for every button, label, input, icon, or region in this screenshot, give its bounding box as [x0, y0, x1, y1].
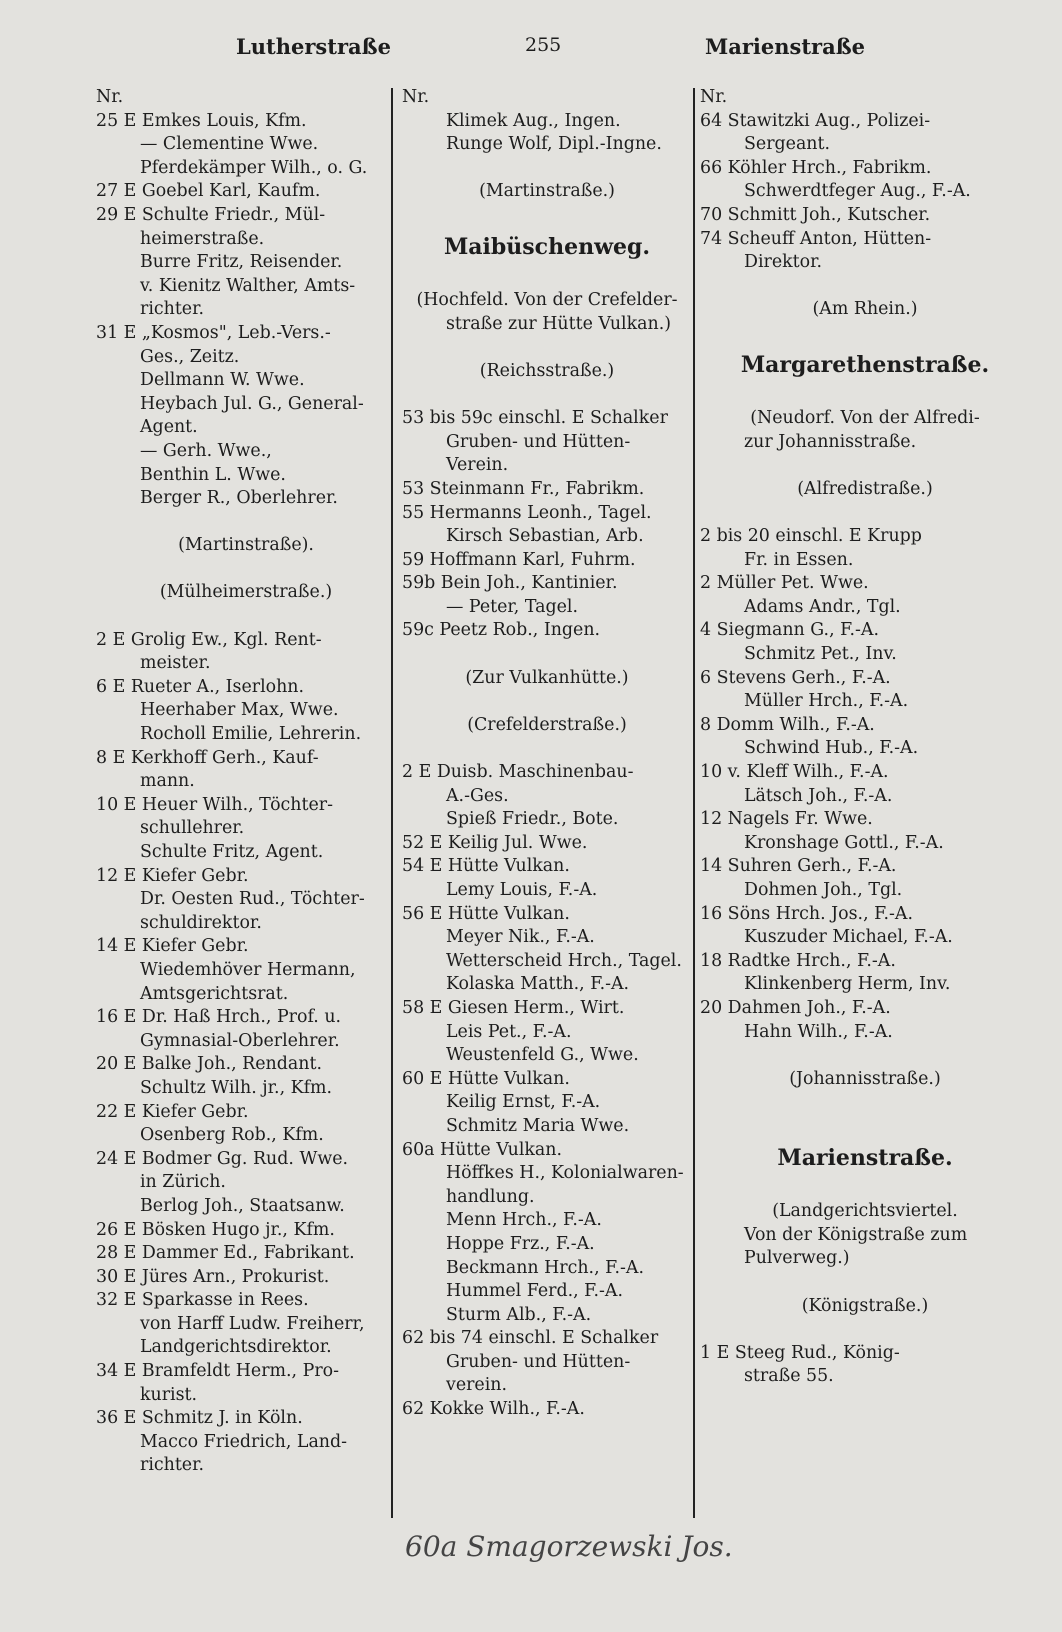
page-number: 255	[525, 34, 562, 56]
col1-line: Berger R., Oberlehrer.	[140, 488, 338, 509]
col3-line: 6 Stevens Gerh., F.-A.	[700, 667, 891, 688]
col3-line: 18 Radtke Hrch., F.-A.	[700, 950, 896, 971]
col3-line: Von der Königstraße zum	[744, 1224, 968, 1245]
col3-line: 74 Scheuff Anton, Hütten-	[700, 228, 932, 249]
col1-line: Dr. Oesten Rud., Töchter-	[140, 889, 365, 910]
col1-line: 34 E Bramfeldt Herm., Pro-	[96, 1361, 339, 1382]
col1-line: Schultz Wilh. jr., Kfm.	[140, 1077, 333, 1098]
col3-line: Klinkenberg Herm, Inv.	[744, 974, 951, 995]
col2-line: Höffkes H., Kolonialwaren-	[446, 1163, 684, 1184]
col3-line: Fr. in Essen.	[744, 549, 854, 570]
col3-line: Pulverweg.)	[744, 1248, 850, 1269]
col2-line: (Reichsstraße.)	[479, 360, 615, 381]
col2-line: Spieß Friedr., Bote.	[446, 809, 619, 830]
col2-line: handlung.	[446, 1186, 535, 1207]
col1-line: 22 E Kiefer Gebr.	[96, 1101, 249, 1122]
col1-line: meister.	[140, 653, 211, 674]
col1-line: 14 E Kiefer Gebr.	[96, 936, 249, 957]
col1-line: (Mülheimerstraße.)	[159, 582, 333, 603]
col3-line: Margarethenstraße.	[740, 351, 990, 378]
col3-line: Direktor.	[744, 252, 823, 273]
col2-line: Wetterscheid Hrch., Tagel.	[446, 950, 682, 971]
col2-line: 59b Bein Joh., Kantinier.	[402, 573, 618, 594]
col3-line: Schwind Hub., F.-A.	[744, 738, 919, 759]
col3-line: straße 55.	[744, 1366, 834, 1387]
col1-line: Schulte Fritz, Agent.	[140, 842, 324, 862]
col2-line: Beckmann Hrch., F.-A.	[446, 1257, 644, 1278]
col3-line	[700, 275, 1030, 299]
col2-line: 55 Hermanns Leonh., Tagel.	[402, 502, 652, 523]
col1-line: Landgerichtsdirektor.	[140, 1337, 332, 1358]
col2-line: 53 Steinmann Fr., Fabrikm.	[402, 478, 645, 499]
col2-line: Kolaska Matth., F.-A.	[446, 974, 630, 995]
col3-line: zur Johannisstraße.	[744, 431, 917, 452]
col1-line: 2 E Grolig Ew., Kgl. Rent-	[96, 629, 322, 650]
col3-line: (Am Rhein.)	[812, 299, 918, 320]
col1-line: 6 E Rueter A., Iserlohn.	[96, 676, 305, 697]
col1-line: kurist.	[140, 1384, 198, 1405]
col2-line: 59 Hoffmann Karl, Fuhrm.	[402, 549, 636, 570]
col2-line: (Crefelderstraße.)	[467, 714, 627, 735]
col1-line: 25 E Emkes Louis, Kfm.	[96, 110, 307, 131]
col2-line	[402, 690, 692, 714]
col2-line: Gruben- und Hütten-	[446, 1351, 631, 1372]
col3-line: 4 Siegmann G., F.-A.	[700, 620, 879, 641]
col3-line	[700, 384, 1030, 408]
col1-line: 36 E Schmitz J. in Köln.	[96, 1408, 303, 1429]
col2-line: Verein.	[446, 455, 509, 476]
col3-line: 1 E Steeg Rud., König-	[700, 1342, 900, 1363]
col2-line	[402, 643, 692, 667]
col2-line: Menn Hrch., F.-A.	[446, 1210, 602, 1231]
col1-line: Dellmann W. Wwe.	[140, 370, 305, 391]
col2-line: 60a Hütte Vulkan.	[402, 1139, 563, 1160]
col1-line: Osenberg Rob., Kfm.	[140, 1125, 324, 1146]
col3-line: (Landgerichtsviertel.	[772, 1201, 958, 1222]
col3-line: Kronshage Gottl., F.-A.	[744, 832, 944, 853]
col1-line: Gymnasial-Oberlehrer.	[140, 1030, 340, 1051]
col3-line: 16 Söns Hrch. Jos., F.-A.	[700, 903, 913, 924]
col2-line: 59c Peetz Rob., Ingen.	[402, 620, 601, 641]
col1-line: 24 E Bodmer Gg. Rud. Wwe.	[96, 1148, 349, 1169]
col3-line: Marienstraße.	[777, 1144, 953, 1171]
col2-line: 62 bis 74 einschl. E Schalker	[402, 1328, 659, 1349]
col1-line: 29 E Schulte Friedr., Mül-	[96, 204, 326, 225]
col2-line: Weustenfeld G., Wwe.	[446, 1045, 639, 1066]
col3-line: Adams Andr., Tgl.	[744, 596, 901, 617]
col1-line: 31 E „Kosmos", Leb.-Vers.-	[96, 322, 331, 343]
col2-line: Leis Pet., F.-A.	[446, 1021, 572, 1042]
column-1	[96, 86, 396, 1478]
col2-line: Sturm Alb., F.-A.	[446, 1304, 592, 1325]
col2-line: Lemy Louis, F.-A.	[446, 880, 598, 900]
col2-line: — Peter, Tagel.	[446, 596, 578, 617]
col1-line: Macco Friedrich, Land-	[140, 1431, 348, 1452]
col1-line: Pferdekämper Wilh., o. G.	[140, 157, 368, 178]
col1-line: 20 E Balke Joh., Rendant.	[96, 1054, 322, 1075]
col3-line: 64 Stawitzki Aug., Polizei-	[700, 110, 931, 131]
col3-line	[700, 502, 1030, 526]
col2-line: Maibüschenweg.	[443, 233, 651, 260]
col1-line: Ges., Zeitz.	[140, 346, 240, 367]
col2-line: 53 bis 59c einschl. E Schalker	[402, 408, 668, 429]
col1-line: Benthin L. Wwe.	[140, 464, 286, 485]
col1-line: Wiedemhöver Hermann,	[140, 959, 356, 980]
col3-line	[700, 1091, 1030, 1115]
col1-line: von Harff Ludw. Freiherr,	[140, 1313, 365, 1334]
col2-line	[402, 737, 692, 761]
col3-line: Nr.	[700, 87, 728, 107]
col3-line	[700, 1115, 1030, 1139]
col2-line: 56 E Hütte Vulkan.	[402, 903, 570, 924]
col1-line: 32 E Sparkasse in Rees.	[96, 1290, 309, 1311]
col1-line: richter.	[140, 299, 205, 320]
col3-line	[700, 454, 1030, 478]
col2-line: 2 E Duisb. Maschinenbau-	[402, 762, 634, 783]
col2-line: (Zur Vulkanhütte.)	[465, 667, 629, 688]
col3-line: Müller Hrch., F.-A.	[744, 691, 909, 712]
column-divider-2	[693, 88, 695, 1518]
col1-line: Heybach Jul. G., General-	[140, 393, 364, 414]
col1-line: 10 E Heuer Wilh., Töchter-	[96, 794, 333, 815]
col1-line: Rocholl Emilie, Lehrerin.	[140, 724, 362, 745]
col3-line: 2 Müller Pet. Wwe.	[700, 573, 869, 594]
col3-line: 12 Nagels Fr. Wwe.	[700, 809, 873, 830]
col1-line: (Martinstraße).	[178, 535, 314, 556]
col2-line: 62 Kokke Wilh., F.-A.	[402, 1399, 585, 1420]
col3-line	[700, 322, 1030, 346]
col2-line: 52 E Keilig Jul. Wwe.	[402, 832, 588, 853]
col1-line	[96, 558, 396, 582]
col3-line: Dohmen Joh., Tgl.	[744, 880, 903, 900]
col1-line: Berlog Joh., Staatsanw.	[140, 1195, 345, 1216]
col2-line: straße zur Hütte Vulkan.)	[446, 313, 672, 334]
col1-line	[96, 511, 396, 535]
col2-line: 54 E Hütte Vulkan.	[402, 856, 570, 877]
col1-line	[96, 605, 396, 629]
col1-line: v. Kienitz Walther, Amts-	[140, 275, 356, 296]
col1-line: 16 E Dr. Haß Hrch., Prof. u.	[96, 1007, 342, 1028]
header-left-street: Lutherstraße	[236, 34, 391, 59]
col3-line: (Neudorf. Von der Alfredi-	[750, 408, 980, 429]
col1-line: 26 E Bösken Hugo jr., Kfm.	[96, 1219, 335, 1240]
col1-line: Agent.	[140, 417, 198, 438]
col3-line	[700, 1044, 1030, 1068]
col1-line: mann.	[140, 771, 195, 792]
col3-line: (Königstraße.)	[801, 1295, 929, 1316]
handwritten-note: 60a Smagorzewski Jos.	[405, 1530, 733, 1563]
header-right-street: Marienstraße	[705, 34, 866, 59]
col1-line: 12 E Kiefer Gebr.	[96, 865, 249, 886]
col2-line: Nr.	[402, 87, 430, 107]
col1-line: schullehrer.	[140, 818, 245, 839]
col3-line: 20 Dahmen Joh., F.-A.	[700, 997, 891, 1018]
col1-line: 30 E Jüres Arn., Prokurist.	[96, 1266, 330, 1287]
col3-line: 66 Köhler Hrch., Fabrikm.	[700, 157, 932, 178]
col3-line: (Alfredistraße.)	[797, 478, 933, 499]
col2-line: (Hochfeld. Von der Crefelder-	[416, 290, 678, 311]
col2-line: Keilig Ernst, F.-A.	[446, 1092, 601, 1113]
col2-line: 58 E Giesen Herm., Wirt.	[402, 997, 625, 1018]
col3-line	[700, 1318, 1030, 1342]
col1-line: 27 E Goebel Karl, Kaufm.	[96, 181, 321, 202]
col3-line: 10 v. Kleff Wilh., F.-A.	[700, 762, 889, 783]
col3-line: Sergeant.	[744, 134, 831, 155]
col2-line	[402, 157, 692, 181]
col1-line: Nr.	[96, 87, 124, 107]
col2-line	[402, 204, 692, 228]
column-2	[402, 86, 692, 1422]
col3-line: Schmitz Pet., Inv.	[744, 644, 897, 665]
col3-line: 2 bis 20 einschl. E Krupp	[700, 526, 922, 547]
col1-line: Burre Fritz, Reisender.	[140, 252, 343, 273]
col1-line: 8 E Kerkhoff Gerh., Kauf-	[96, 747, 319, 768]
col1-line: richter.	[140, 1455, 205, 1476]
col2-line: Schmitz Maria Wwe.	[446, 1115, 630, 1136]
col3-line: 14 Suhren Gerh., F.-A.	[700, 856, 897, 877]
col3-line	[700, 1271, 1030, 1295]
col2-line	[402, 336, 692, 360]
col1-line: — Gerh. Wwe.,	[140, 440, 272, 461]
col3-line: (Johannisstraße.)	[789, 1068, 941, 1089]
col3-line: 70 Schmitt Joh., Kutscher.	[700, 204, 931, 225]
col2-line: Kirsch Sebastian, Arb.	[446, 526, 644, 547]
col3-line: 8 Domm Wilh., F.-A.	[700, 714, 875, 735]
col2-line: 60 E Hütte Vulkan.	[402, 1068, 570, 1089]
col2-line: (Martinstraße.)	[479, 181, 615, 202]
col2-line: Gruben- und Hütten-	[446, 431, 631, 452]
col3-line: Hahn Wilh., F.-A.	[744, 1021, 893, 1042]
col1-line: schuldirektor.	[140, 912, 262, 933]
col3-line: Kuszuder Michael, F.-A.	[744, 927, 953, 948]
col3-line: Schwerdtfeger Aug., F.-A.	[744, 181, 971, 202]
col1-line: in Zürich.	[140, 1172, 226, 1193]
col3-line: Lätsch Joh., F.-A.	[744, 785, 893, 806]
col2-line: Runge Wolf, Dipl.-Ingne.	[446, 134, 662, 155]
col2-line	[402, 384, 692, 408]
col1-line: — Clementine Wwe.	[140, 134, 319, 155]
col1-line: heimerstraße.	[140, 228, 265, 249]
col1-line: 28 E Dammer Ed., Fabrikant.	[96, 1243, 355, 1264]
column-3	[700, 86, 1030, 1389]
col2-line: Hoppe Frz., F.-A.	[446, 1233, 595, 1254]
col2-line: verein.	[446, 1375, 508, 1396]
col2-line: Klimek Aug., Ingen.	[446, 110, 621, 131]
col1-line: Heerhaber Max, Wwe.	[140, 700, 339, 721]
col3-line	[700, 1177, 1030, 1201]
col2-line	[402, 266, 692, 290]
col2-line: A.-Ges.	[446, 785, 509, 806]
col2-line: Hummel Ferd., F.-A.	[446, 1281, 624, 1302]
col2-line: Meyer Nik., F.-A.	[446, 927, 595, 948]
col1-line: Amtsgerichtsrat.	[140, 983, 289, 1004]
